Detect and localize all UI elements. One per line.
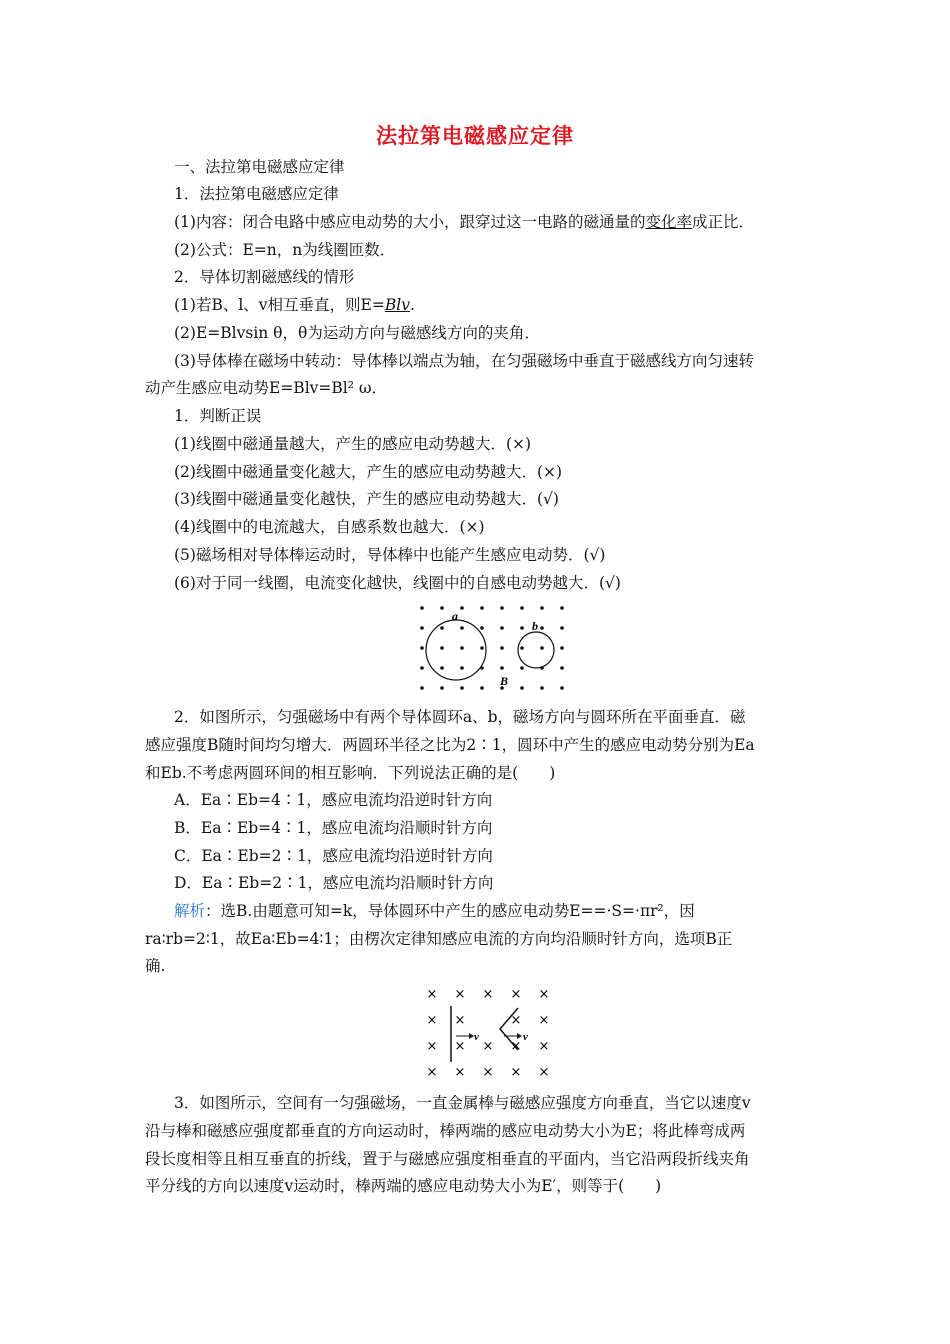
field-dot bbox=[460, 666, 464, 670]
analysis-line bbox=[174, 900, 695, 922]
field-cross: × bbox=[538, 987, 550, 1002]
field-cross: × bbox=[426, 1013, 438, 1028]
option-b: B．Ea∶Eb=4∶1，感应电流均沿顺时针方向 bbox=[174, 819, 493, 837]
field-dot bbox=[500, 646, 504, 650]
content-line bbox=[174, 294, 415, 316]
field-cross: × bbox=[510, 1065, 522, 1080]
figure-rod-magnetic-field bbox=[424, 984, 564, 1080]
field-dot bbox=[480, 646, 484, 650]
field-crosses bbox=[427, 987, 550, 1080]
field-dot bbox=[540, 646, 544, 650]
subsection-heading: 2．导体切割磁感线的情形 bbox=[174, 268, 355, 286]
label-b: b bbox=[532, 619, 538, 633]
field-cross: × bbox=[426, 987, 438, 1002]
content-line: (3)导体棒在磁场中转动：导体棒以端点为轴，在匀强磁场中垂直于磁感线方向匀速转 bbox=[174, 352, 754, 370]
underlined-answer: 变化率 bbox=[645, 213, 692, 231]
question-3-line: 沿与棒和磁感应强度都垂直的方向运动时，棒两端的感应电动势大小为E；将此棒弯成两 bbox=[145, 1122, 746, 1140]
field-dot bbox=[420, 626, 424, 630]
field-dots bbox=[420, 606, 564, 690]
analysis-label: 解析 bbox=[174, 902, 206, 920]
ring-a bbox=[426, 620, 486, 680]
judge-item: (3)线圈中磁通量变化越快，产生的感应电动势越大．(√) bbox=[174, 490, 559, 508]
question-3-line: 平分线的方向以速度v运动时，棒两端的感应电动势大小为E′，则等于( ) bbox=[145, 1177, 662, 1195]
field-dot bbox=[540, 606, 544, 610]
ring-b bbox=[518, 632, 554, 668]
field-dot bbox=[500, 606, 504, 610]
question-3-line: 3．如图所示，空间有一匀强磁场，一直金属棒与磁感应强度方向垂直，当它以速度v bbox=[174, 1094, 751, 1112]
option-d: D．Ea∶Eb=2∶1，感应电流均沿顺时针方向 bbox=[174, 874, 494, 892]
content-line: 动产生感应电动势E=Blv=Bl² ω． bbox=[145, 379, 388, 397]
judge-item: (4)线圈中的电流越大，自感系数也越大．(×) bbox=[174, 518, 485, 536]
field-cross: × bbox=[538, 1013, 550, 1028]
field-dot bbox=[440, 606, 444, 610]
label-B: B bbox=[500, 674, 509, 688]
question-3-line: 段长度相等且相互垂直的折线，置于与磁感应强度相垂直的平面内，当它沿两段折线夹角 bbox=[145, 1150, 750, 1168]
field-cross: × bbox=[426, 1039, 438, 1054]
field-dot bbox=[520, 606, 524, 610]
content-text: 成正比． bbox=[691, 213, 754, 231]
field-cross: × bbox=[510, 1039, 522, 1054]
field-dot bbox=[520, 666, 524, 670]
field-dot bbox=[540, 686, 544, 690]
question-2-line: 和Eb.不考虑两圆环间的相互影响．下列说法正确的是( ) bbox=[145, 764, 556, 782]
field-dot bbox=[460, 646, 464, 650]
field-dot bbox=[480, 606, 484, 610]
section-heading: 一、法拉第电磁感应定律 bbox=[174, 158, 345, 176]
document-title: 法拉第电磁感应定律 bbox=[376, 123, 574, 148]
field-dot bbox=[440, 626, 444, 630]
field-dot bbox=[420, 606, 424, 610]
field-cross: × bbox=[482, 1065, 494, 1080]
field-dot bbox=[520, 626, 524, 630]
label-v1: v bbox=[474, 1031, 479, 1043]
formula-line: (2)公式：E=n，n为线圈匝数． bbox=[174, 241, 396, 259]
field-dot bbox=[480, 686, 484, 690]
field-dot bbox=[560, 626, 564, 630]
field-dot bbox=[560, 646, 564, 650]
field-dot bbox=[440, 646, 444, 650]
field-cross: × bbox=[538, 1039, 550, 1054]
underlined-answer: Blv bbox=[384, 296, 410, 314]
field-cross: × bbox=[510, 987, 522, 1002]
field-dot bbox=[500, 666, 504, 670]
content-text: (1)内容：闭合电路中感应电动势的大小，跟穿过这一电路的磁通量的 bbox=[174, 213, 646, 231]
content-text: (1)若B、l、v相互垂直，则E= bbox=[174, 296, 385, 314]
question-2-line: 感应强度B随时间均匀增大．两圆环半径之比为2∶1，圆环中产生的感应电动势分别为Ea bbox=[145, 736, 755, 754]
analysis-line: ra∶rb=2∶1，故Ea∶Eb=4∶1；由楞次定律知感应电流的方向均沿顺时针方向，选项B正 bbox=[145, 930, 733, 948]
field-cross: × bbox=[426, 1065, 438, 1080]
field-dot bbox=[460, 606, 464, 610]
field-dot bbox=[460, 626, 464, 630]
option-c: C．Ea∶Eb=2∶1，感应电流均沿逆时针方向 bbox=[174, 847, 493, 865]
label-a: a bbox=[452, 609, 458, 623]
field-dot bbox=[460, 686, 464, 690]
field-cross: × bbox=[454, 987, 466, 1002]
analysis-text: ：选B.由题意可知=k，导体圆环中产生的感应电动势E==·S=·πr²，因 bbox=[205, 902, 695, 920]
field-cross: × bbox=[510, 1013, 522, 1028]
field-dot bbox=[520, 686, 524, 690]
judge-item: (5)磁场相对导体棒运动时，导体棒中也能产生感应电动势．(√) bbox=[174, 546, 606, 564]
field-dot bbox=[440, 666, 444, 670]
field-dot bbox=[500, 626, 504, 630]
field-cross: × bbox=[482, 987, 494, 1002]
content-line: (2)E=Blvsin θ，θ为运动方向与磁感线方向的夹角． bbox=[174, 324, 540, 342]
label-v2: v bbox=[523, 1031, 528, 1043]
option-a: A．Ea∶Eb=4∶1，感应电流均沿逆时针方向 bbox=[174, 791, 493, 809]
field-dot bbox=[560, 666, 564, 670]
field-dot bbox=[420, 686, 424, 690]
subsection-heading: 1．判断正误 bbox=[174, 407, 262, 425]
field-dot bbox=[520, 646, 524, 650]
field-cross: × bbox=[454, 1013, 466, 1028]
subsection-heading: 1．法拉第电磁感应定律 bbox=[174, 185, 339, 203]
field-dot bbox=[560, 686, 564, 690]
figure-rings-magnetic-field bbox=[410, 600, 580, 696]
field-cross: × bbox=[482, 1039, 494, 1054]
field-dot bbox=[540, 626, 544, 630]
field-dot bbox=[420, 666, 424, 670]
field-dot bbox=[440, 686, 444, 690]
judge-item: (1)线圈中磁通量越大，产生的感应电动势越大．(×) bbox=[174, 435, 532, 453]
field-cross: × bbox=[538, 1065, 550, 1080]
judge-item: (6)对于同一线圈，电流变化越快，线圈中的自感电动势越大．(√) bbox=[174, 574, 621, 592]
field-dot bbox=[420, 646, 424, 650]
field-cross: × bbox=[454, 1039, 466, 1054]
content-line bbox=[174, 211, 754, 233]
analysis-line: 确. bbox=[145, 957, 166, 975]
field-dot bbox=[480, 626, 484, 630]
question-2-line: 2．如图所示，匀强磁场中有两个导体圆环a、b，磁场方向与圆环所在平面垂直．磁 bbox=[174, 708, 746, 726]
content-text: . bbox=[409, 296, 415, 314]
judge-item: (2)线圈中磁通量变化越大，产生的感应电动势越大．(×) bbox=[174, 463, 563, 481]
field-cross: × bbox=[454, 1065, 466, 1080]
field-dot bbox=[560, 606, 564, 610]
